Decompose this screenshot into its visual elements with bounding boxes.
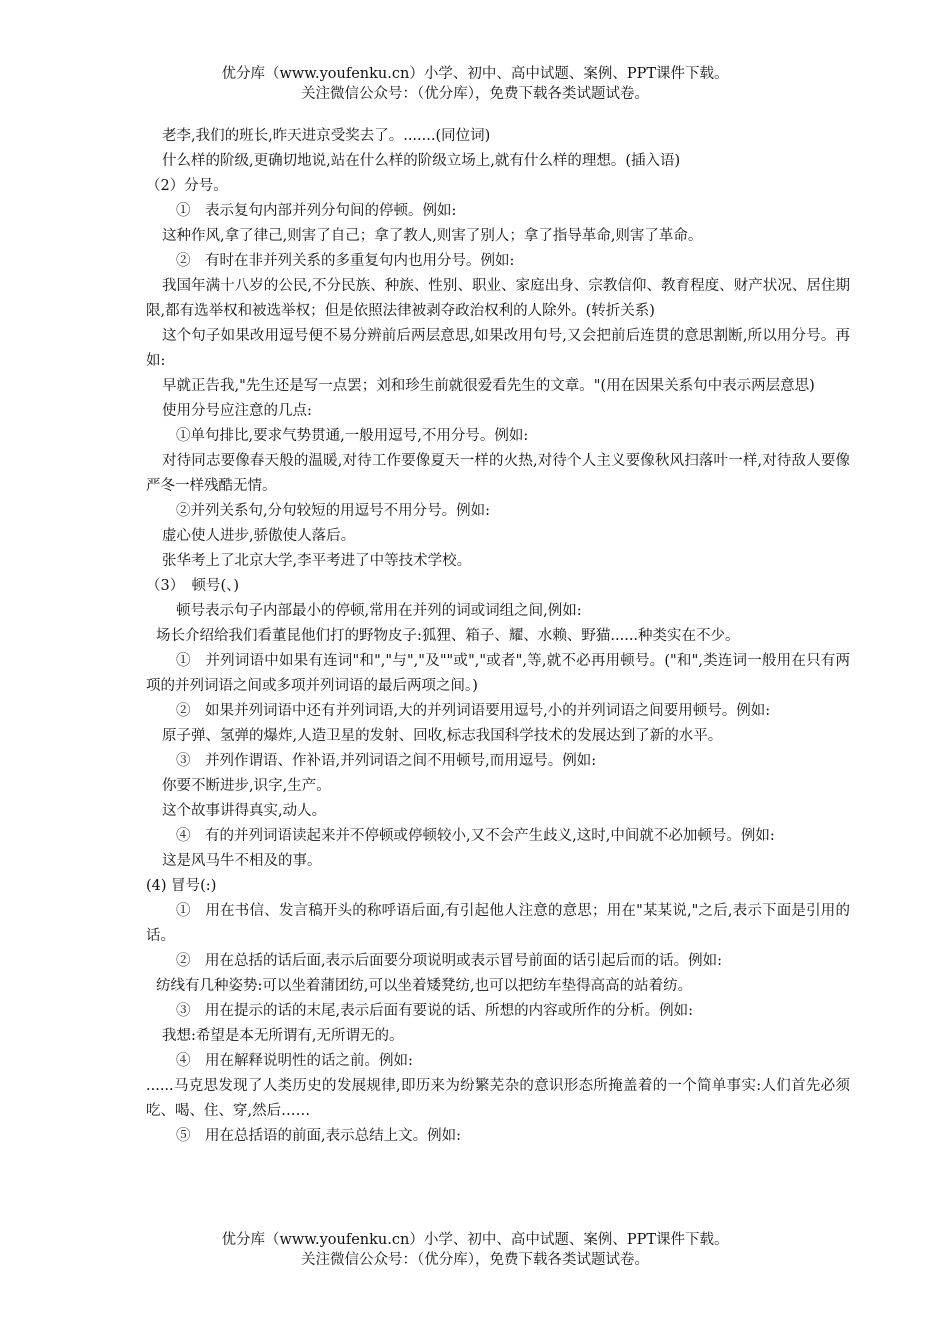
paragraph: ① 并列词语中如果有连词"和","与","及""或","或者",等,就不必再用顿号。("和",类连词一般用在只有两项的并列词语之间或多项并列词语的最后两项之间。)	[146, 653, 850, 694]
paragraph: 什么样的阶级,更确切地说,站在什么样的阶级立场上,就有什么样的理想。(插入语)	[162, 153, 681, 169]
footer-line-1: 优分库（www.youfenku.cn）小学、初中、高中试题、案例、PPT课件下载。	[221, 1232, 729, 1248]
paragraph: ① 表示复句内部并列分句间的停顿。例如:	[176, 203, 457, 219]
paragraph: ② 有时在非并列关系的多重复句内也用分号。例如:	[176, 253, 515, 269]
paragraph: 我想:希望是本无所谓有,无所谓无的。	[162, 1028, 404, 1044]
paragraph: ......马克思发现了人类历史的发展规律,即历来为纷繁芜杂的意识形态所掩盖着的一个简单事实:人们首先必须吃、喝、住、穿,然后……	[146, 1078, 850, 1119]
header-line-1: 优分库（www.youfenku.cn）小学、初中、高中试题、案例、PPT课件下载。	[221, 66, 729, 82]
paragraph: 张华考上了北京大学,李平考进了中等技术学校。	[162, 553, 472, 569]
paragraph: ① 用在书信、发言稿开头的称呼语后面,有引起他人注意的意思；用在"某某说,"之后,表示下面是引用的话。	[146, 903, 850, 944]
paragraph: ② 用在总括的话后面,表示后面要分项说明或表示冒号前面的话引起后而的话。例如:	[176, 953, 722, 969]
paragraph: 对待同志要像春天般的温暖,对待工作要像夏天一样的火热,对待个人主义要像秋风扫落叶一样,对待敌人要像严冬一样残酷无情。	[146, 453, 850, 494]
paragraph: 早就正告我,"先生还是写一点罢；刘和珍生前就很爱看先生的文章。"(用在因果关系句中表示两层意思)	[162, 378, 815, 394]
paragraph: (4) 冒号(:)	[146, 878, 217, 894]
paragraph: 原子弹、氢弹的爆炸,人造卫星的发射、回收,标志我国科学技术的发展达到了新的水平。	[162, 728, 723, 744]
paragraph: ②并列关系句,分句较短的用逗号不用分号。例如:	[176, 503, 490, 519]
paragraph: 这种作风,拿了律己,则害了自己；拿了教人,则害了别人；拿了指导革命,则害了革命。	[162, 228, 703, 244]
paragraph: ④ 用在解释说明性的话之前。例如:	[176, 1053, 413, 1069]
paragraph: ⑤ 用在总括语的前面,表示总结上文。例如:	[176, 1128, 461, 1144]
header-line-2: 关注微信公众号：（优分库），免费下载各类试题试卷。	[301, 86, 649, 102]
paragraph: 这是风马牛不相及的事。	[162, 853, 322, 869]
paragraph: ①单句排比,要求气势贯通,一般用逗号,不用分号。例如:	[176, 428, 529, 444]
paragraph: 使用分号应注意的几点:	[162, 403, 312, 419]
paragraph: 我国年满十八岁的公民,不分民族、种族、性别、职业、家庭出身、宗教信仰、教育程度、财产状况、居住期限,都有选举权和被选举权；但是依照法律被剥夺政治权利的人除外。(转折关系)	[146, 278, 850, 319]
paragraph: 你要不断进步,识字,生产。	[162, 778, 331, 794]
paragraph: 场长介绍给我们看董昆他们打的野物皮子:狐狸、箱子、耀、水赖、野猫......种类实在不少。	[156, 628, 740, 644]
paragraph: 纺线有几种姿势:可以坐着蒲团纺,可以坐着矮凳纺,也可以把纺车垫得高高的站着纺。	[156, 978, 693, 994]
paragraph: ③ 并列作谓语、作补语,并列词语之间不用顿号,而用逗号。例如:	[176, 753, 597, 769]
paragraph: 虚心使人进步,骄傲使人落后。	[162, 528, 356, 544]
footer-line-2: 关注微信公众号：（优分库），免费下载各类试题试卷。	[301, 1252, 649, 1268]
paragraph: （2）分号。	[146, 178, 228, 194]
document-body	[146, 124, 850, 1149]
paragraph: ③ 用在提示的话的末尾,表示后面有要说的话、所想的内容或所作的分析。例如:	[176, 1003, 693, 1019]
page-footer	[0, 1230, 950, 1270]
page-header	[0, 64, 950, 104]
paragraph: ④ 有的并列词语读起来并不停顿或停顿较小,又不会产生歧义,这时,中间就不必加顿号。例如:	[176, 828, 775, 844]
paragraph: （3） 顿号(、)	[146, 578, 240, 594]
paragraph: 这个故事讲得真实,动人。	[162, 803, 327, 819]
paragraph: 这个句子如果改用逗号便不易分辨前后两层意思,如果改用句号,又会把前后连贯的意思割断,所以用分号。再如:	[146, 328, 850, 369]
paragraph: 老李,我们的班长,昨天进京受奖去了。.......(同位词)	[162, 128, 491, 144]
paragraph: ② 如果并列词语中还有并列词语,大的并列词语要用逗号,小的并列词语之间要用顿号。例如:	[176, 703, 771, 719]
paragraph: 顿号表示句子内部最小的停顿,常用在并列的词或词组之间,例如:	[176, 603, 582, 619]
